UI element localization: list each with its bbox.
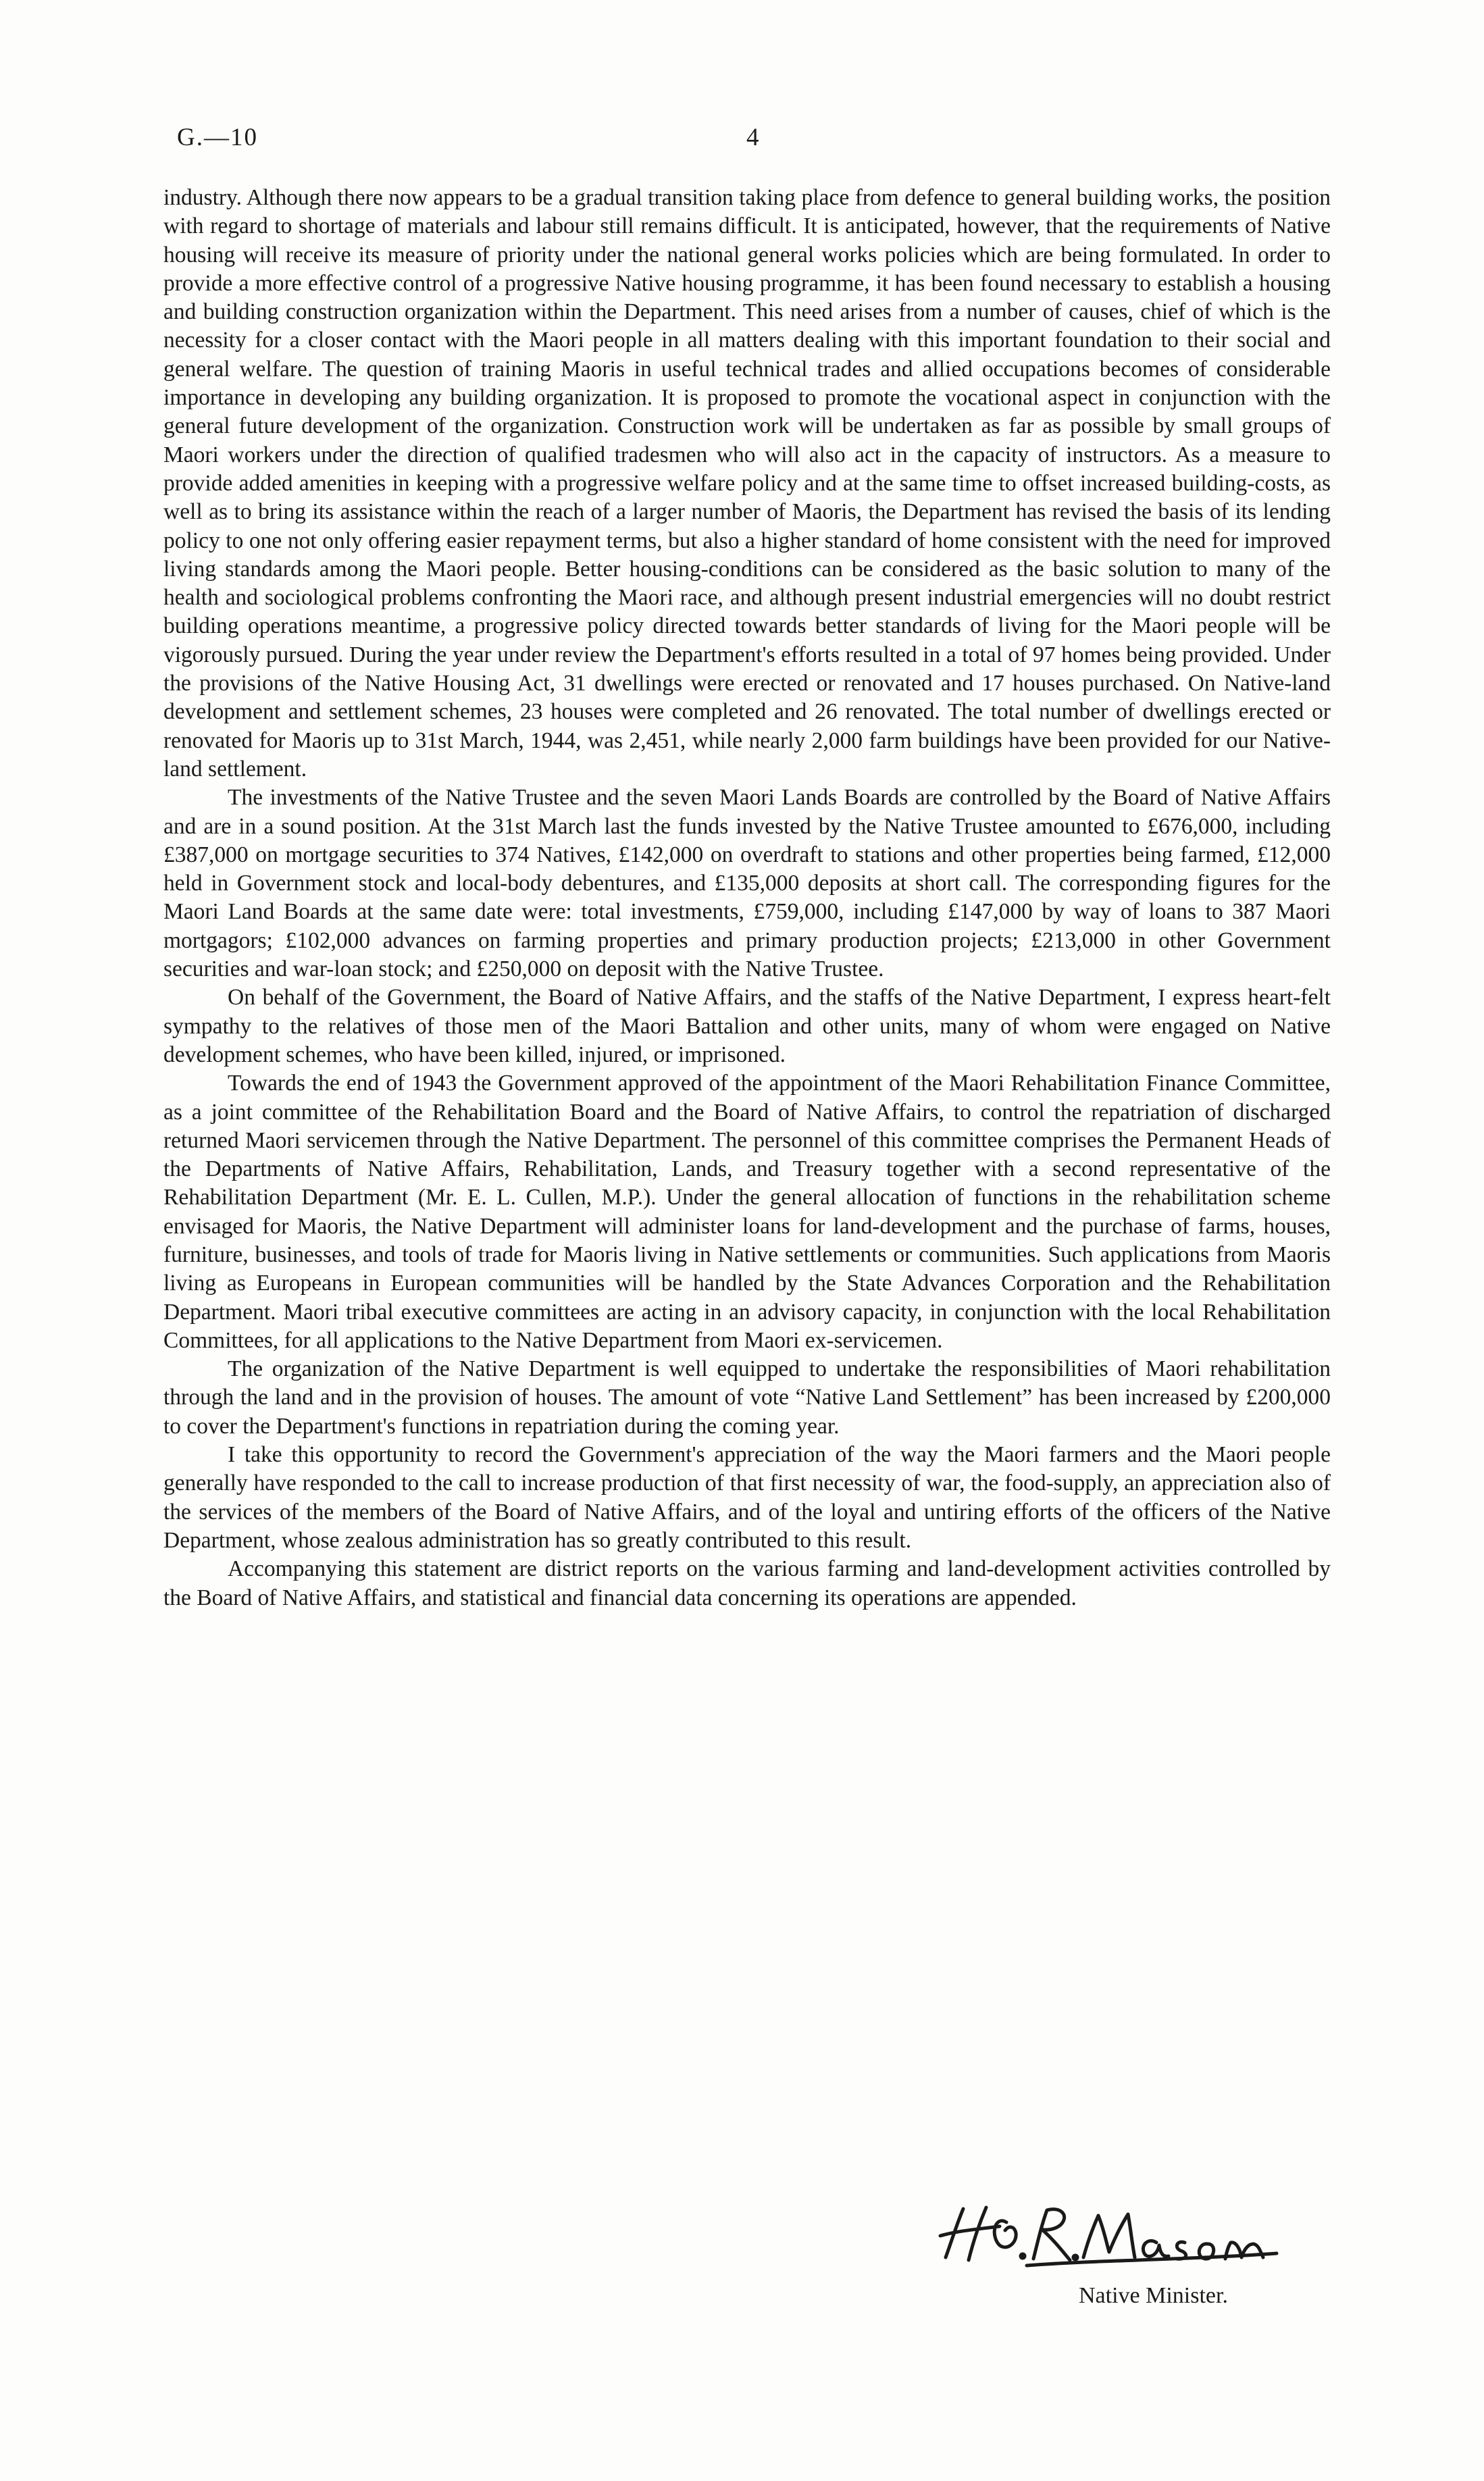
page-header bbox=[177, 123, 1325, 163]
body-text bbox=[163, 184, 1331, 1612]
paragraph-appreciation: I take this opportunity to record the Government's appreciation of the way the Maori farmers and the Maori people generally have responded to the call to increase production of that first necessity of war, the food-supply, an appreciation also of the services of the members of the Board of Native Affairs, and of the loyal and untiring efforts of the officers of the Native Department, whose zealous administration has so greatly contributed to this result. bbox=[163, 1442, 1331, 1553]
document-reference: G.—10 bbox=[177, 124, 258, 151]
handwritten-signature bbox=[925, 2195, 1304, 2276]
paragraph-organization: The organization of the Native Department is well equipped to undertake the responsibilities of Maori rehabilitation through the land and in the provision of houses. The amount of vote “Native Land Settlement” has been increased by £200,000 to cover the Department's functions in repatriation during the coming year. bbox=[163, 1356, 1331, 1439]
paragraph-housing: industry. Although there now appears to be a gradual transition taking place from defence to general building works, the position with regard to shortage of materials and labour still remains difficult. It is anticipated, however, that the requirements of Native housing will receive its measure of priority under the national general works policies which are being formulated. In order to provide a more effective control of a progressive Native housing programme, it has been found necessary to establish a housing and building construction organization within the Department. This need arises from a number of causes, chief of which is the necessity for a closer contact with the Maori people in all matters dealing with this important foundation to their social and general welfare. The question of training Maoris in useful technical trades and allied occupations becomes of considerable importance in developing any building organization. It is proposed to promote the vocational aspect in conjunction with the general future development of the organization. Construction work will be undertaken as far as possible by small groups of Maori workers under the direction of qualified tradesmen who will also act in the capacity of instructors. As a measure to provide added amenities in keeping with a progressive welfare policy and at the same time to offset increased building-costs, as well as to bring its assistance within the reach of a larger number of Maoris, the Department has revised the basis of its lending policy to one not only offering easier repayment terms, but also a higher standard of home consistent with the need for improved living standards among the Maori people. Better housing-conditions can be considered as the basic solution to many of the health and sociological problems confronting the Maori race, and although present industrial emergencies will no doubt restrict building operations meantime, a progressive policy directed towards better standards of living for the Maori people will be vigorously pursued. During the year under review the Department's efforts resulted in a total of 97 homes being provided. Under the provisions of the Native Housing Act, 31 dwellings were erected or renovated and 17 houses purchased. On Native-land development and settlement schemes, 23 houses were completed and 26 renovated. The total number of dwellings erected or renovated for Maoris up to 31st March, 1944, was 2,451, while nearly 2,000 farm buildings have been provided for our Native-land settlement. bbox=[163, 185, 1331, 782]
paragraph-sympathy: On behalf of the Government, the Board of Native Affairs, and the staffs of the Native Department, I express heart-felt sympathy to the relatives of those men of the Maori Battalion and other units, many of whom were engaged on Native development schemes, who have been killed, injured, or imprisoned. bbox=[163, 985, 1331, 1067]
paragraph-investments: The investments of the Native Trustee and the seven Maori Lands Boards are controlled by the Board of Native Affairs and are in a sound position. At the 31st March last the funds invested by the Native Trustee amounted to £676,000, including £387,000 on mortgage securities to 374 Natives, £142,000 on overdraft to stations and other properties being farmed, £12,000 held in Government stock and local-body debentures, and £135,000 deposits at short call. The corresponding figures for the Maori Land Boards at the same date were: total investments, £759,000, including £147,000 by way of loans to 387 Maori mortgagors; £102,000 advances on farming properties and primary production projects; £213,000 in other Government securities and war-loan stock; and £250,000 on deposit with the Native Trustee. bbox=[163, 785, 1331, 982]
paragraph-rehabilitation-committee: Towards the end of 1943 the Government approved of the appointment of the Maori Rehabilitation Finance Committee, as a joint committee of the Rehabilitation Board and the Board of Native Affairs, to control the repatriation of discharged returned Maori servicemen through the Native Department. The personnel of this committee comprises the Permanent Heads of the Departments of Native Affairs, Rehabilitation, Lands, and Treasury together with a second representative of the Rehabilitation Department (Mr. E. L. Cullen, M.P.). Under the general allocation of functions in the rehabilitation scheme envisaged for Maoris, the Native Department will administer loans for land-development and the purchase of farms, houses, furniture, businesses, and tools of trade for Maoris living in Native settlements or communities. Such applications from Maoris living as Europeans in European communities will be handled by the State Advances Corporation and the Rehabilitation Department. Maori tribal executive committees are acting in an advisory capacity, in conjunction with the local Rehabilitation Committees, for all applications to the Native Department from Maori ex-servicemen. bbox=[163, 1071, 1331, 1353]
signatory-title: Native Minister. bbox=[1079, 2283, 1228, 2308]
page-number: 4 bbox=[746, 124, 759, 151]
paragraph-accompanying-reports: Accompanying this statement are district reports on the various farming and land-development activities controlled by the Board of Native Affairs, and statistical and financial data concerning its operations are appended. bbox=[163, 1556, 1331, 1610]
